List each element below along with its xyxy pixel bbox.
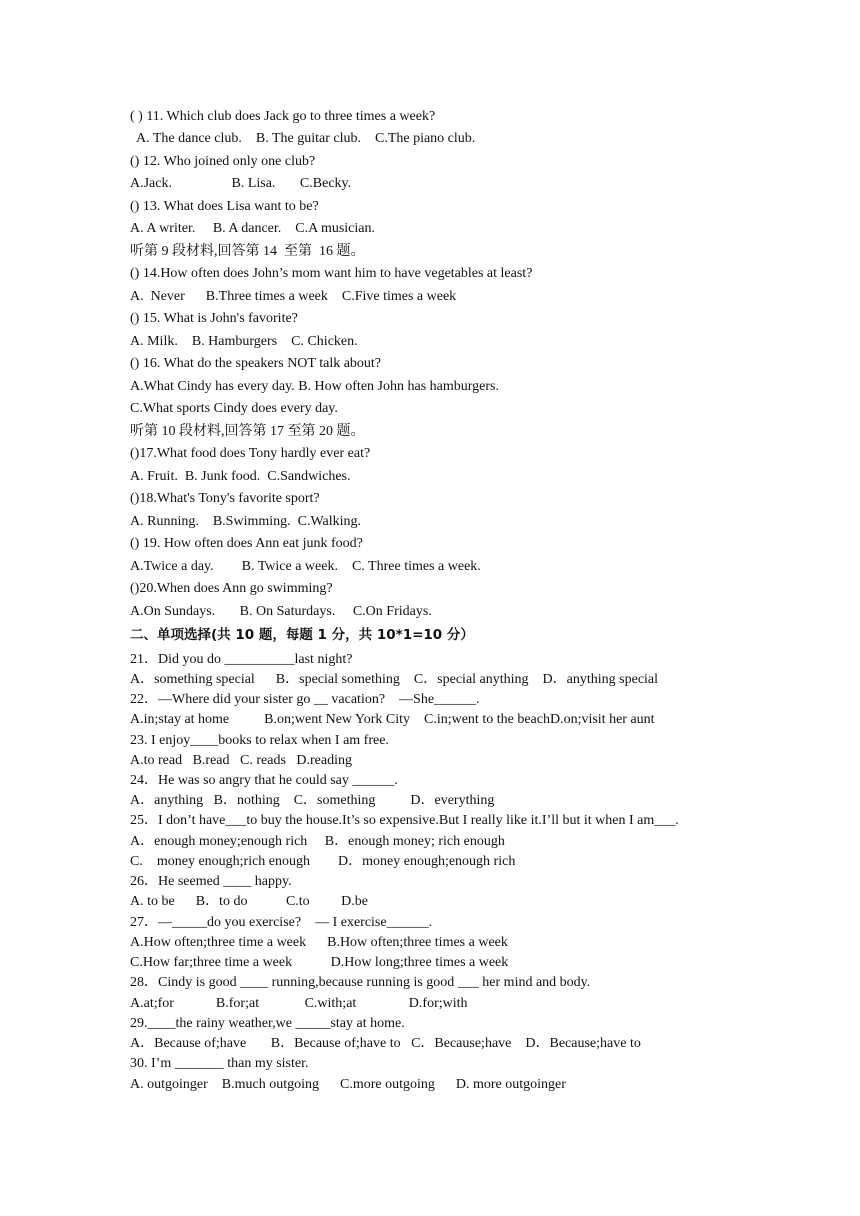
options-16-a: A.What Cindy has every day. B. How often John has hamburgers. [130, 379, 499, 394]
options-14: A. Never B.Three times a week C.Five times a week [130, 289, 457, 304]
options-26: A. to be B．to do C.to D.be [130, 894, 368, 909]
options-20: A.On Sundays. B. On Saturdays. C.On Fridays. [130, 604, 432, 619]
options-30: A. outgoinger B.much outgoing C.more outgoing D. more outgoinger [130, 1077, 566, 1092]
section-instruction-10: 听第 10 段材料,回答第 17 至第 20 题。 [130, 424, 365, 439]
question-23: 23. I enjoy____books to relax when I am free. [130, 733, 389, 748]
question-20: ()20.When does Ann go swimming? [130, 581, 333, 596]
question-12: () 12. Who joined only one club? [130, 154, 316, 169]
question-19: () 19. How often does Ann eat junk food? [130, 536, 363, 551]
options-27-b: C.How far;three time a week D.How long;three times a week [130, 955, 509, 970]
question-29: 29.____the rainy weather,we _____stay at home. [130, 1016, 405, 1031]
question-27: 27．—_____do you exercise? — I exercise______. [130, 915, 433, 930]
question-28: 28．Cindy is good ____ running,because running is good ___ her mind and body. [130, 975, 591, 990]
question-17: ()17.What food does Tony hardly ever eat? [130, 446, 371, 461]
question-24: 24．He was so angry that he could say ______. [130, 773, 398, 788]
question-16: () 16. What do the speakers NOT talk about? [130, 356, 382, 371]
options-15: A. Milk. B. Hamburgers C. Chicken. [130, 334, 358, 349]
options-24: A．anything B．nothing C．something D．everything [130, 793, 495, 808]
options-29: A．Because of;have B．Because of;have to C．Because;have D．Because;have to [130, 1036, 641, 1051]
options-12: A.Jack. B. Lisa. C.Becky. [130, 176, 352, 191]
options-23: A.to read B.read C. reads D.reading [130, 753, 352, 768]
question-22: 22．—Where did your sister go __ vacation? —She______. [130, 692, 480, 707]
options-22: A.in;stay at home B.on;went New York City C.in;went to the beachD.on;visit her aunt [130, 712, 655, 727]
question-15: () 15. What is John's favorite? [130, 311, 298, 326]
question-25: 25．I don’t have___to buy the house.It’s so expensive.But I really like it.I’ll but it when I am___. [130, 813, 679, 828]
options-19: A.Twice a day. B. Twice a week. C. Three times a week. [130, 559, 481, 574]
options-27-a: A.How often;three time a week B.How often;three times a week [130, 935, 508, 950]
question-18: ()18.What's Tony's favorite sport? [130, 491, 320, 506]
options-17: A. Fruit. B. Junk food. C.Sandwiches. [130, 469, 351, 484]
options-16-b: C.What sports Cindy does every day. [130, 401, 338, 416]
section-heading-2: 二、单项选择(共 10 题，每题 1 分，共 10*1=10 分） [130, 627, 474, 643]
question-26: 26．He seemed ____ happy. [130, 874, 292, 889]
question-14: () 14.How often does John’s mom want him to have vegetables at least? [130, 266, 533, 281]
section-instruction-9: 听第 9 段材料,回答第 14 至第 16 题。 [130, 244, 365, 259]
question-11: ( ) 11. Which club does Jack go to three times a week? [130, 109, 436, 124]
options-21: A．something special B．special something C．special anything D．anything special [130, 672, 659, 687]
options-25-b: C. money enough;rich enough D．money enough;enough rich [130, 854, 516, 869]
question-13: () 13. What does Lisa want to be? [130, 199, 319, 214]
options-18: A. Running. B.Swimming. C.Walking. [130, 514, 362, 529]
options-13: A. A writer. B. A dancer. C.A musician. [130, 221, 375, 236]
options-25-a: A．enough money;enough rich B．enough money; rich enough [130, 834, 505, 849]
options-11: A. The dance club. B. The guitar club. C.The piano club. [136, 131, 476, 146]
options-28: A.at;for B.for;at C.with;at D.for;with [130, 996, 468, 1011]
question-30: 30. I’m _______ than my sister. [130, 1056, 309, 1071]
question-21: 21．Did you do __________last night? [130, 652, 353, 667]
